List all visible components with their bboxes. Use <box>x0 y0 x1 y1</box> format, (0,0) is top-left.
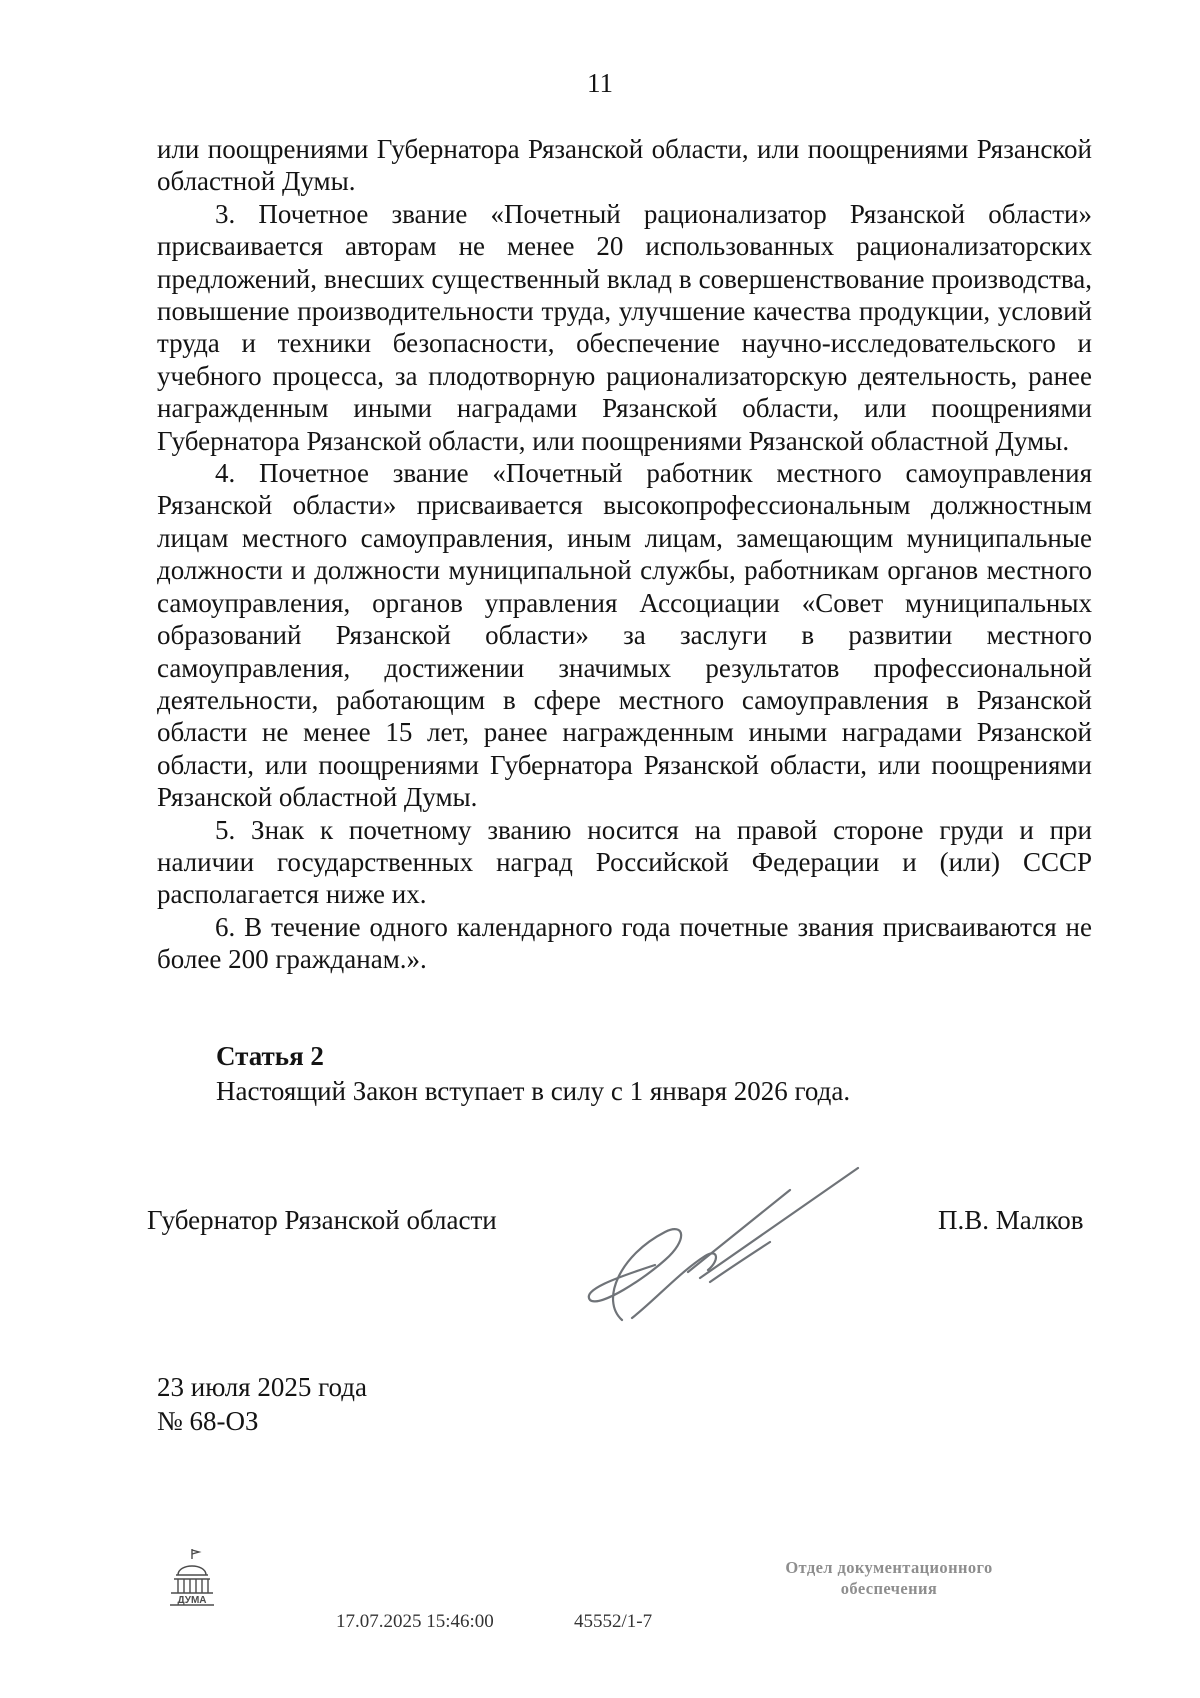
registration-number: 45552/1-7 <box>574 1611 653 1632</box>
department-stamp <box>744 1557 1034 1599</box>
governor-title: Губернатор Рязанской области <box>147 1205 497 1235</box>
continuation-paragraph: или поощрениями Губернатора Рязанской области, или поощрениями Рязанской областной Думы. <box>157 134 1092 197</box>
handwritten-signature <box>560 1160 870 1340</box>
paragraph-4: 4. Почетное звание «Почетный работник местного самоуправления Рязанской области» присваивается высокопрофессиональным должностным лицам местного самоуправления, иным лицам, замещающим муниципальные должности и должности муниципальной службы, работникам органов местного самоуправления, органов управления Ассоциации «Совет муниципальных образований Рязанской области» за заслуги в развитии местного самоуправления, достижении значимых результатов профессиональной деятельности, работающим в сфере местного самоуправления в Рязанской области не менее 15 лет, ранее награжденным иными наградами Рязанской области, или поощрениями Губернатора Рязанской области, или поощрениями Рязанской областной Думы. <box>157 458 1092 813</box>
stamp-line-2: обеспечения <box>840 1579 938 1598</box>
duma-logo-icon <box>168 1547 216 1607</box>
governor-name: П.В. Малков <box>938 1205 1084 1235</box>
paragraph-6: 6. В течение одного календарного года почетные звания присваиваются не более 200 гражданам.». <box>157 911 1092 975</box>
article-2-heading: Статья 2 <box>216 1041 324 1071</box>
paragraph-3: 3. Почетное звание «Почетный рационализатор Рязанской области» присваивается авторам не менее 20 использованных рационализаторских предложений, внесших существенный вклад в совершенствование производства, повышение производительности труда, улучшение качества продукции, условий труда и техники безопасности, обеспечение научно-исследовательского и учебного процесса, за плодотворную рационализаторскую деятельность, ранее награжденным иными наградами Рязанской области, или поощрениями Губернатора Рязанской области, или поощрениями Рязанской областной Думы. <box>157 198 1092 456</box>
law-text-body <box>157 133 1092 976</box>
page-number: 11 <box>587 68 613 98</box>
stamp-line-1: Отдел документационного <box>785 1558 993 1577</box>
law-number: № 68-ОЗ <box>157 1406 259 1436</box>
law-date: 23 июля 2025 года <box>157 1372 367 1402</box>
paragraph-5: 5. Знак к почетному званию носится на правой стороне груди и при наличии государственных наград Российской Федерации и (или) СССР располагается ниже их. <box>157 814 1092 910</box>
article-2-text: Настоящий Закон вступает в силу с 1 января 2026 года. <box>216 1076 851 1106</box>
registration-datetime: 17.07.2025 15:46:00 <box>336 1611 494 1632</box>
logo-text: ДУМА <box>177 1595 207 1606</box>
